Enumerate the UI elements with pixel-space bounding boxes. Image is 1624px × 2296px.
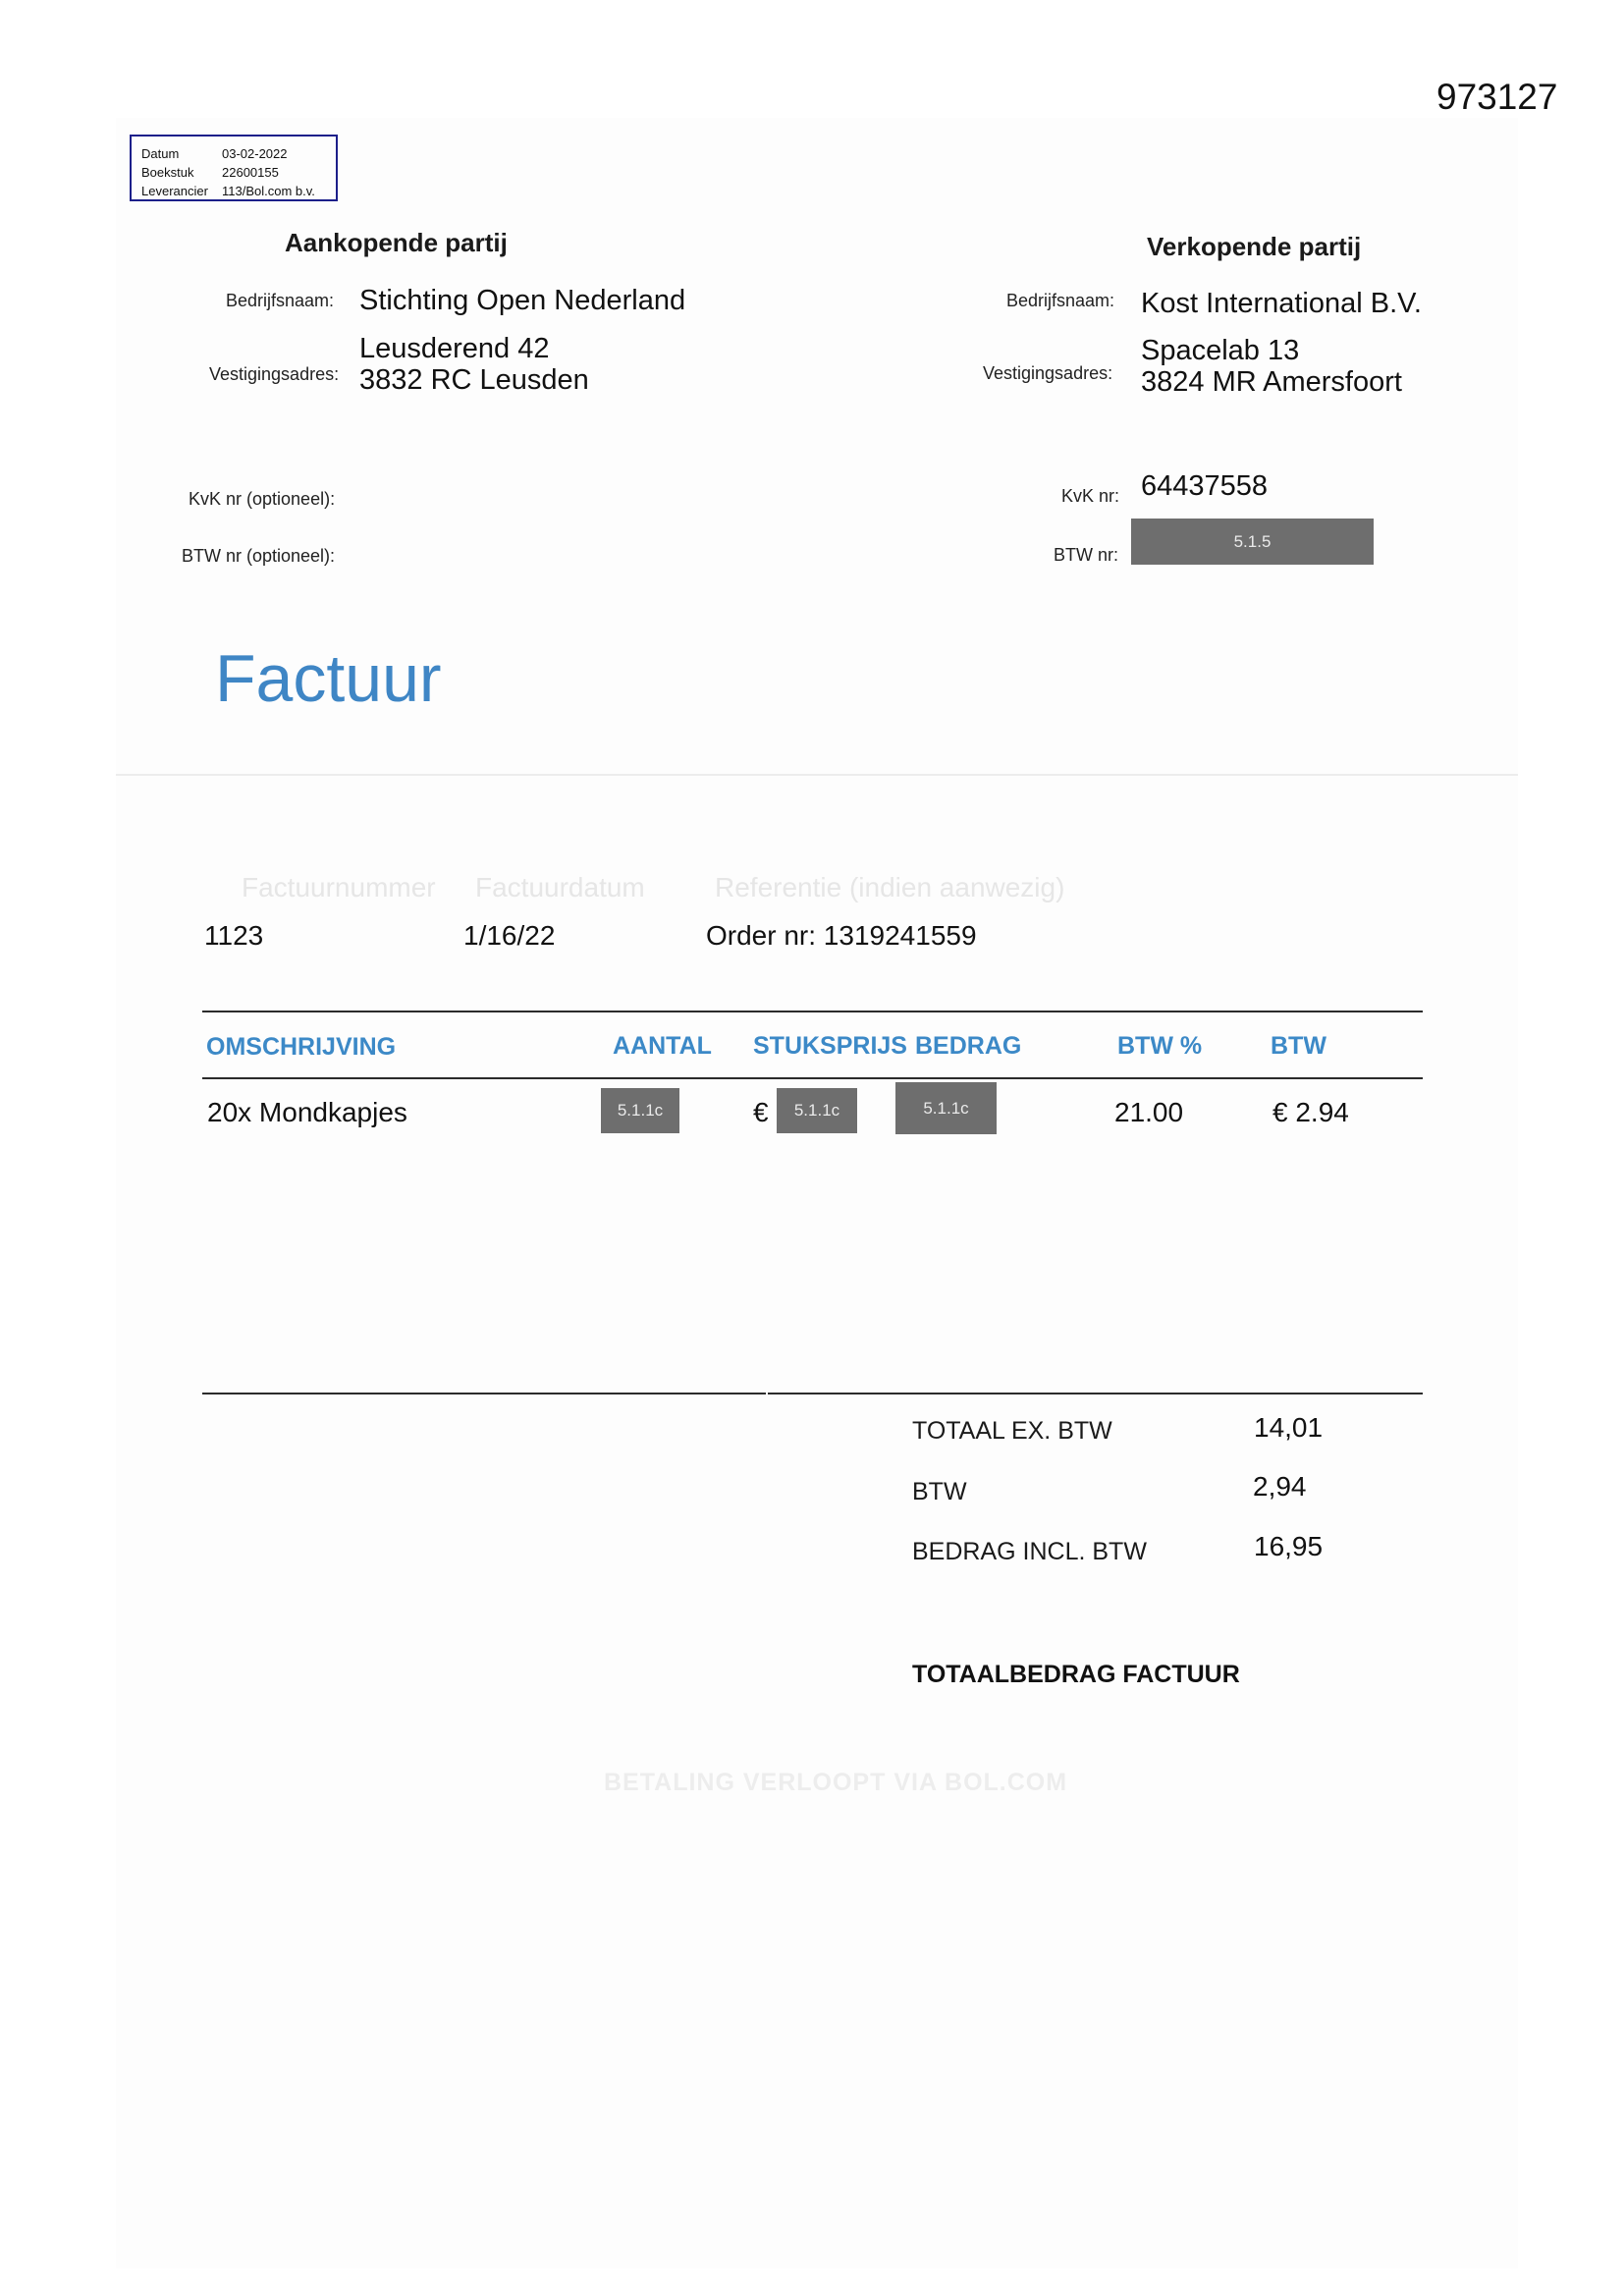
order-reference: Order nr: 1319241559: [706, 920, 977, 951]
document-number: 973127: [1436, 77, 1558, 117]
invoice-date: 1/16/22: [463, 920, 556, 951]
redaction-quantity: 5.1.1c: [601, 1088, 679, 1133]
col-header-amount: BEDRAG: [915, 1032, 1022, 1060]
stamp-row-booking: [141, 165, 279, 180]
bottom-rule-right: [768, 1393, 1423, 1394]
grand-total-label: TOTAALBEDRAG FACTUUR: [912, 1661, 1240, 1688]
amount-incl-vat: 16,95: [1254, 1531, 1324, 1561]
redaction-unit-price: 5.1.1c: [777, 1088, 857, 1133]
seller-heading: Verkopende partij: [1147, 232, 1362, 261]
item-description: 20x Mondkapjes: [207, 1097, 407, 1127]
stamp-value: 113/Bol.com b.v.: [222, 184, 315, 198]
table-header-rule: [202, 1077, 1423, 1079]
ghost-label-invoice-date: Factuurdatum: [475, 872, 645, 902]
col-header-unit-price: STUKSPRIJS: [753, 1032, 907, 1060]
seller-address-label: Vestigingsadres:: [983, 363, 1113, 383]
currency-symbol: €: [753, 1097, 769, 1127]
stamp-value: 03-02-2022: [222, 146, 288, 161]
buyer-heading: Aankopende partij: [285, 228, 508, 257]
ghost-label-reference: Referentie (indien aanwezig): [715, 872, 1065, 902]
redaction-amount: 5.1.1c: [895, 1082, 997, 1134]
col-header-quantity: AANTAL: [613, 1032, 712, 1060]
buyer-kvk-label: KvK nr (optioneel):: [189, 489, 336, 509]
receipt-stamp: [130, 135, 338, 201]
item-vat: € 2.94: [1272, 1097, 1349, 1127]
stamp-key: Leverancier: [141, 184, 208, 198]
buyer-address-line2: 3832 RC Leusden: [359, 364, 589, 396]
seller-company-label: Bedrijfsnaam:: [1006, 291, 1115, 310]
total-ex-vat-label: TOTAAL EX. BTW: [912, 1417, 1112, 1445]
buyer-address-label: Vestigingsadres:: [209, 364, 340, 384]
table-top-rule: [202, 1011, 1423, 1012]
vat-total-label: BTW: [912, 1478, 967, 1505]
bottom-rule-left: [202, 1393, 766, 1394]
stamp-row-supplier: [141, 184, 315, 198]
stamp-key: Datum: [141, 146, 180, 161]
stamp-row-date: [141, 146, 288, 161]
seller-kvk-number: 64437558: [1141, 470, 1269, 502]
redaction-seller-btw: 5.1.5: [1131, 519, 1374, 565]
stamp-value: 22600155: [222, 165, 279, 180]
seller-address-line2: 3824 MR Amersfoort: [1141, 366, 1402, 398]
total-ex-vat: 14,01: [1254, 1412, 1324, 1443]
ghost-label-invoice-number: Factuurnummer: [242, 872, 436, 902]
buyer-btw-label: BTW nr (optioneel):: [182, 546, 336, 566]
stamp-key: Boekstuk: [141, 165, 194, 180]
seller-company: Kost International B.V.: [1141, 288, 1422, 319]
seller-btw-label: BTW nr:: [1054, 545, 1118, 565]
invoice-title: Factuur: [215, 641, 442, 716]
invoice-page: [116, 118, 1518, 2269]
buyer-address-line1: Leusderend 42: [359, 333, 550, 364]
invoice-number: 1123: [204, 920, 264, 951]
buyer-company: Stichting Open Nederland: [359, 285, 686, 316]
amount-incl-vat-label: BEDRAG INCL. BTW: [912, 1538, 1147, 1565]
seller-kvk-label: KvK nr:: [1061, 486, 1120, 506]
seller-address-line1: Spacelab 13: [1141, 335, 1300, 366]
item-vat-pct: 21.00: [1114, 1097, 1184, 1127]
col-header-vat-pct: BTW %: [1117, 1032, 1203, 1060]
vat-total: 2,94: [1253, 1471, 1307, 1502]
payment-note: BETALING VERLOOPT VIA BOL.COM: [604, 1769, 1068, 1796]
col-header-description: OMSCHRIJVING: [206, 1033, 397, 1061]
buyer-company-label: Bedrijfsnaam:: [226, 291, 335, 310]
divider: [116, 774, 1518, 776]
col-header-vat: BTW: [1271, 1032, 1326, 1060]
